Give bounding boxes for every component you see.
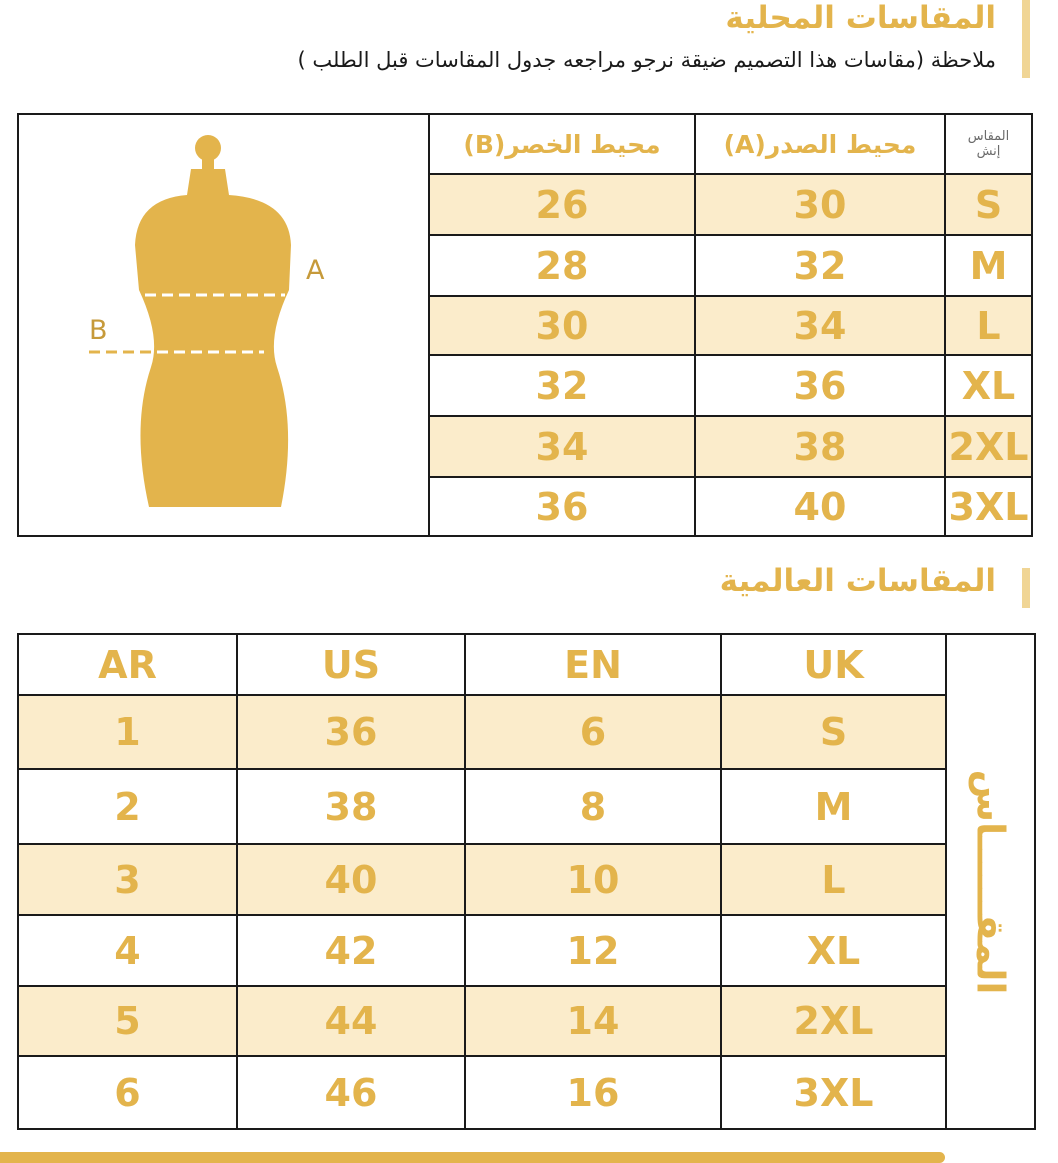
size-note: ملاحظة (مقاسات هذا التصميم ضيقة نرجو مراجعه جدول المقاسات قبل الطلب ) bbox=[297, 48, 996, 72]
local-sizes-title: المقاسات المحلية bbox=[725, 0, 996, 36]
waist-cell: 36 bbox=[430, 478, 696, 535]
header-waist: محيط الخصر(B) bbox=[430, 115, 696, 173]
table-row bbox=[430, 478, 1031, 535]
en-cell: 12 bbox=[466, 916, 722, 985]
international-size-table bbox=[17, 633, 1036, 1130]
table-row bbox=[430, 236, 1031, 297]
us-cell: 46 bbox=[238, 1057, 466, 1128]
us-cell: 36 bbox=[238, 696, 466, 768]
size-cell: M bbox=[969, 243, 1008, 288]
size-cell: 2XL bbox=[948, 424, 1029, 469]
header-size-label: المقاس bbox=[967, 129, 1010, 144]
waist-cell: 28 bbox=[430, 236, 696, 295]
us-cell: 38 bbox=[238, 770, 466, 843]
size-side-label: المقــــــاس bbox=[968, 769, 1013, 994]
en-cell: 14 bbox=[466, 987, 722, 1055]
waist-cell: 34 bbox=[430, 417, 696, 476]
bottom-accent-line bbox=[0, 1152, 945, 1163]
table-row bbox=[430, 417, 1031, 478]
mannequin-cell bbox=[19, 115, 430, 535]
waist-cell: 30 bbox=[430, 297, 696, 354]
ar-cell: 6 bbox=[19, 1057, 238, 1128]
ar-cell: 1 bbox=[19, 696, 238, 768]
mark-b-label: B bbox=[89, 315, 108, 346]
header-chest: محيط الصدر(A) bbox=[696, 115, 946, 173]
chest-cell: 40 bbox=[696, 478, 946, 535]
us-cell: 40 bbox=[238, 845, 466, 914]
table-row bbox=[19, 696, 947, 770]
table-row bbox=[19, 916, 947, 987]
uk-cell: M bbox=[722, 770, 947, 843]
ar-cell: 5 bbox=[19, 987, 238, 1055]
uk-cell: S bbox=[722, 696, 947, 768]
section-accent-bar bbox=[1022, 568, 1030, 608]
section-accent-bar bbox=[1022, 0, 1030, 78]
table-row bbox=[19, 845, 947, 916]
ar-cell: 3 bbox=[19, 845, 238, 914]
us-cell: 44 bbox=[238, 987, 466, 1055]
mark-a-label: A bbox=[306, 255, 325, 286]
table-row bbox=[19, 987, 947, 1057]
waist-cell: 32 bbox=[430, 356, 696, 415]
chest-cell: 36 bbox=[696, 356, 946, 415]
header-en: EN bbox=[466, 635, 722, 694]
uk-cell: 2XL bbox=[722, 987, 947, 1055]
waist-cell: 26 bbox=[430, 175, 696, 234]
header-ar: AR bbox=[19, 635, 238, 694]
header-us: US bbox=[238, 635, 466, 694]
local-size-table bbox=[17, 113, 1033, 537]
table-header-row bbox=[19, 635, 947, 696]
size-cell: XL bbox=[961, 363, 1016, 408]
header-size-unit: إنش bbox=[976, 144, 1001, 159]
size-cell: L bbox=[976, 303, 1001, 348]
size-cell: S bbox=[974, 182, 1003, 227]
ar-cell: 4 bbox=[19, 916, 238, 985]
size-cell: 3XL bbox=[948, 484, 1029, 529]
chest-cell: 30 bbox=[696, 175, 946, 234]
en-cell: 8 bbox=[466, 770, 722, 843]
table-row bbox=[19, 1057, 947, 1128]
mannequin-icon bbox=[19, 115, 430, 535]
table-header-row bbox=[430, 115, 1031, 175]
ar-cell: 2 bbox=[19, 770, 238, 843]
en-cell: 10 bbox=[466, 845, 722, 914]
us-cell: 42 bbox=[238, 916, 466, 985]
uk-cell: XL bbox=[722, 916, 947, 985]
chest-cell: 34 bbox=[696, 297, 946, 354]
table-row bbox=[430, 297, 1031, 356]
local-size-grid bbox=[430, 115, 1031, 535]
header-size bbox=[946, 115, 1031, 173]
table-row bbox=[430, 175, 1031, 236]
size-side-column bbox=[947, 635, 1034, 1128]
international-sizes-title: المقاسات العالمية bbox=[719, 563, 996, 599]
uk-cell: L bbox=[722, 845, 947, 914]
en-cell: 6 bbox=[466, 696, 722, 768]
chest-cell: 38 bbox=[696, 417, 946, 476]
header-uk: UK bbox=[722, 635, 947, 694]
table-row bbox=[19, 770, 947, 845]
chest-cell: 32 bbox=[696, 236, 946, 295]
uk-cell: 3XL bbox=[722, 1057, 947, 1128]
en-cell: 16 bbox=[466, 1057, 722, 1128]
table-row bbox=[430, 356, 1031, 417]
